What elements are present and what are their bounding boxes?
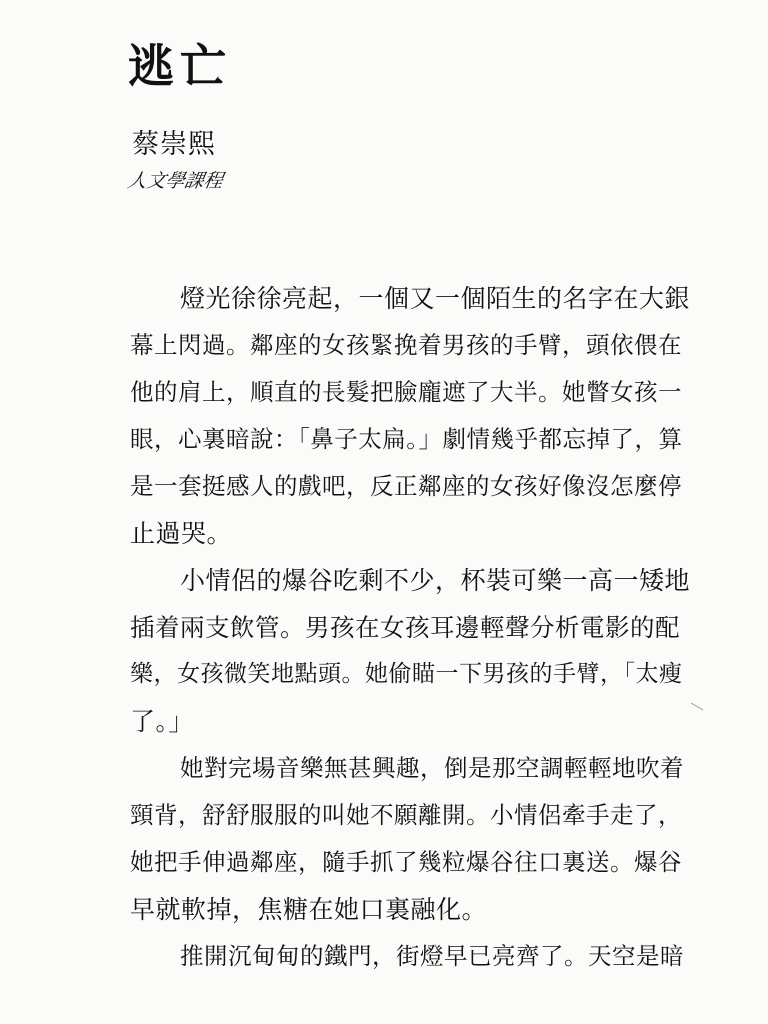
- text-line: 他的肩上，順直的長髮把臉龐遮了大半。她瞥女孩一: [130, 378, 682, 406]
- text-line: 眼，心裏暗說：「鼻子太扁。」劇情幾乎都忘掉了，算: [130, 425, 683, 453]
- text-line: 了。」: [130, 707, 195, 736]
- author-name: 蔡崇熙: [132, 129, 216, 160]
- scan-mark: [691, 703, 704, 711]
- author-department: 人文學課程: [125, 170, 225, 192]
- text-line: 插着兩支飲管。男孩在女孩耳邊輕聲分析電影的配: [130, 613, 680, 642]
- story-body: [130, 275, 690, 980]
- text-line: 她把手伸過鄰座，隨手抓了幾粒爆谷往口裏送。爆谷: [130, 848, 682, 876]
- text-line: 頸背，舒舒服服的叫她不願離開。小情侶牽手走了，: [130, 801, 682, 829]
- text-line: 燈光徐徐亮起，一個又一個陌生的名字在大銀: [180, 284, 691, 313]
- text-line: 樂，女孩微笑地點頭。她偷瞄一下男孩的手臂，「太瘦: [130, 661, 683, 687]
- text-line: 止過哭。: [130, 519, 233, 548]
- story-title: 逃亡: [128, 39, 232, 93]
- text-line: 推開沉甸甸的鐵門，街燈早已亮齊了。天空是暗: [180, 942, 684, 970]
- text-line: 是一套挺感人的戲吧，反正鄰座的女孩好像沒怎麼停: [130, 472, 682, 500]
- text-line: 早就軟掉，焦糖在她口裏融化。: [130, 895, 488, 924]
- text-line: 她對完場音樂無甚興趣，倒是那空調輕輕地吹着: [180, 754, 684, 782]
- text-line: 幕上閃過。鄰座的女孩緊挽着男孩的手臂，頭依偎在: [130, 331, 682, 359]
- text-line: 小情侶的爆谷吃剩不少，杯裝可樂一高一矮地: [180, 566, 691, 595]
